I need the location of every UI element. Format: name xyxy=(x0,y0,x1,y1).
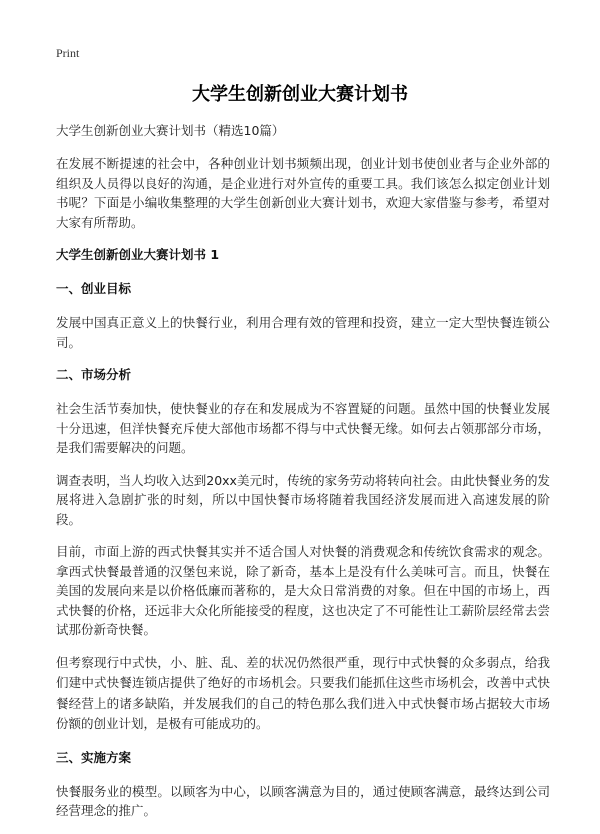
document-title: 大学生创新创业大赛计划书 xyxy=(192,84,408,105)
market-paragraph-3: 目前，市面上游的西式快餐其实并不适合国人对快餐的消费观念和传统饮食需求的观念。拿西式快餐最普通的汉堡包来说，除了新奇，基本上是没有什么美味可言。而且，快餐在美国的发展向来是以价格低廉而著称的，是大众日常消费的对象。但在中国的市场上，西式快餐的价格，还远非大众化所能接受的程度，这也决定了不可能性让工薪阶层经常去尝试那份新奇快餐。 xyxy=(56,544,550,637)
market-paragraph-4: 但考察现行中式快，小、脏、乱、差的状况仍然很严重，现行中式快餐的众多弱点，给我们建中式快餐连锁店提供了绝好的市场机会。只要我们能抓住这些市场机会，改善中式快餐经营上的诸多缺陷，并发展我们的自己的特色那么我们进入中式快餐市场占据较大市场份额的创业计划，是极有可能成功的。 xyxy=(56,654,550,731)
implementation-paragraph: 快餐服务业的模型。以顾客为中心，以顾客满意为目的，通过使顾客满意，最终达到公司经营理念的推广。 xyxy=(56,783,550,818)
heading-goals: 一、创业目标 xyxy=(56,281,132,296)
print-link[interactable]: Print xyxy=(56,46,80,60)
heading-implementation: 三、实施方案 xyxy=(56,749,132,765)
market-paragraph-2: 调查表明，当人均收入达到20xx美元时，传统的家务劳动将转向社会。由此快餐业务的发展将进入急剧扩张的时刻，所以中国快餐市场将随着我国经济发展而进入高速发展的阶段。 xyxy=(56,472,550,527)
document-body xyxy=(56,121,550,834)
intro-paragraph: 在发展不断提速的社会中，各种创业计划书频频出现，创业计划书使创业者与企业外部的组织及人员得以良好的沟通，是企业进行对外宣传的重要工具。我们该怎么拟定创业计划书呢？下面是小编收集整理的大学生创新创业大赛计划书，欢迎大家借鉴与参考，希望对大家有所帮助。 xyxy=(56,156,550,230)
goals-paragraph: 发展中国真正意义上的快餐行业，利用合理有效的管理和投资，建立一定大型快餐连锁公司。 xyxy=(56,315,550,350)
section-title: 大学生创新创业大赛计划书 1 xyxy=(56,247,220,262)
document-subtitle: 大学生创新创业大赛计划书（精选10篇） xyxy=(56,123,285,138)
market-paragraph-1: 社会生活节奏加快，使快餐业的存在和发展成为不容置疑的问题。虽然中国的快餐业发展十分迅速，但洋快餐充斥使大部他市场都不得与中式快餐无缘。如何去占领那部分市场，是我们需要解决的问题。 xyxy=(56,401,550,455)
heading-market-analysis: 二、市场分析 xyxy=(56,367,132,382)
